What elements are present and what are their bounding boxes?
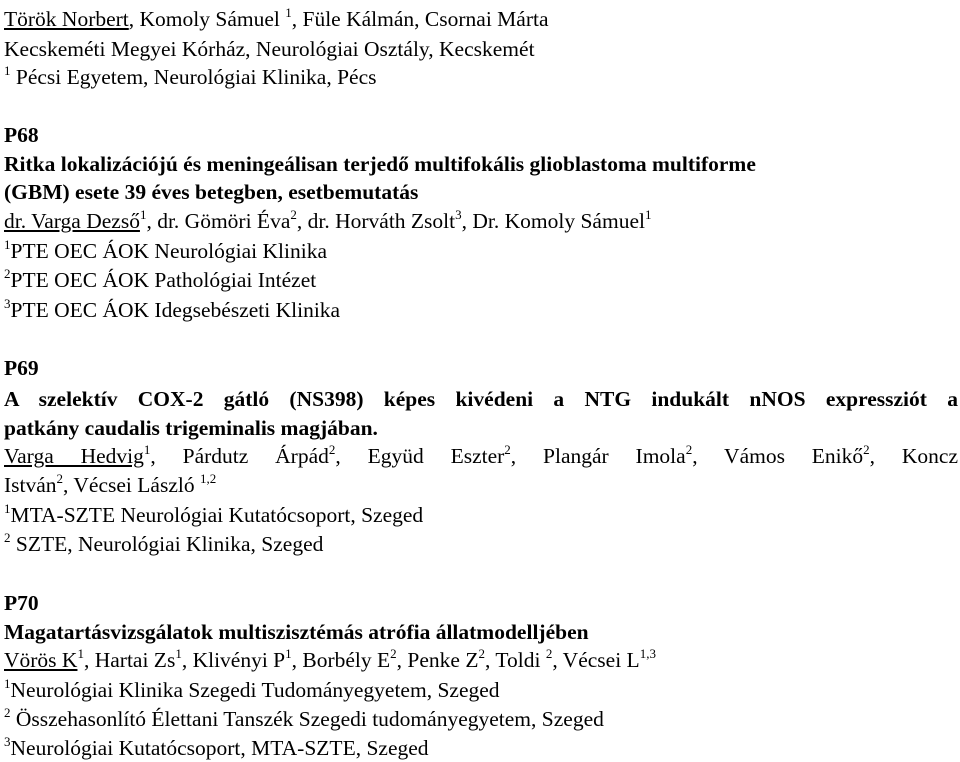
poster-title: patkány caudalis trigeminalis magjában.	[4, 416, 378, 440]
poster-affiliation: $^3$Neurológiai Kutatócsoport, MTA-SZTE, Szeged	[4, 734, 429, 760]
intro-authors: Török Norbert, Komoly Sámuel $^1$, Füle Kálmán, Csornai Márta	[4, 5, 549, 31]
poster-affiliation: $^1$Neurológiai Klinika Szegedi Tudományegyetem, Szeged	[4, 676, 500, 702]
poster-affiliation: $^3$PTE OEC ÁOK Idegsebészeti Klinika	[4, 296, 341, 322]
poster-affiliation: $^2$ Összehasonlító Élettani Tanszék Szegedi tudományegyetem, Szeged	[4, 705, 604, 731]
poster-code: P68	[4, 123, 39, 147]
poster-affiliation: $^2$PTE OEC ÁOK Pathológiai Intézet	[4, 266, 317, 292]
intro-affiliation: $^1$ Pécsi Egyetem, Neurológiai Klinika, Pécs	[4, 63, 377, 89]
presenting-author: Varga Hedvig	[4, 444, 144, 468]
poster-affiliation: $^1$PTE OEC ÁOK Neurológiai Klinika	[4, 237, 327, 263]
poster-title: A szelektív COX-2 gátló (NS398) képes kivédeni a NTG indukált nNOS expressziót a	[4, 387, 958, 411]
poster-authors: István$^2$, Vécsei László $^{1,2}$	[4, 471, 217, 497]
presenting-author: Török Norbert	[4, 7, 129, 31]
poster-affiliation: $^1$MTA-SZTE Neurológiai Kutatócsoport, Szeged	[4, 501, 424, 527]
poster-code: P69	[4, 356, 39, 380]
poster-title: Magatartásvizsgálatok multiszisztémás atrófia állatmodelljében	[4, 620, 589, 644]
poster-authors: dr. Varga Dezső$^1$, dr. Gömöri Éva$^2$, dr. Horváth Zsolt$^3$, Dr. Komoly Sámuel$^1$	[4, 207, 652, 233]
poster-authors: Vörös $K^1$, Hartai Zs$^1$, Klivényi $P^1$, Borbély $E^2$, Penke $Z^2$, Toldi $^2$, Vécsei L$^{1,3}$	[4, 646, 656, 672]
presenting-author: dr. Varga Dezső	[4, 209, 140, 233]
poster-affiliation: $^2$ SZTE, Neurológiai Klinika, Szeged	[4, 530, 324, 556]
poster-title: (GBM) esete 39 éves betegben, esetbemutatás	[4, 180, 419, 204]
intro-affiliation: Kecskeméti Megyei Kórház, Neurológiai Osztály, Kecskemét	[4, 37, 535, 61]
poster-authors: Varga Hedvig$^1$, Párdutz Árpád$^2$, Együd Eszter$^2$, Plangár Imola$^2$, Vámos Enikő$^2$, Koncz	[4, 442, 958, 468]
poster-title: Ritka lokalizációjú és meningeálisan terjedő multifokális glioblastoma multiforme	[4, 152, 756, 176]
poster-code: P70	[4, 591, 39, 615]
presenting-author: Vörös K	[4, 648, 78, 672]
document-page	[4, 0, 958, 762]
